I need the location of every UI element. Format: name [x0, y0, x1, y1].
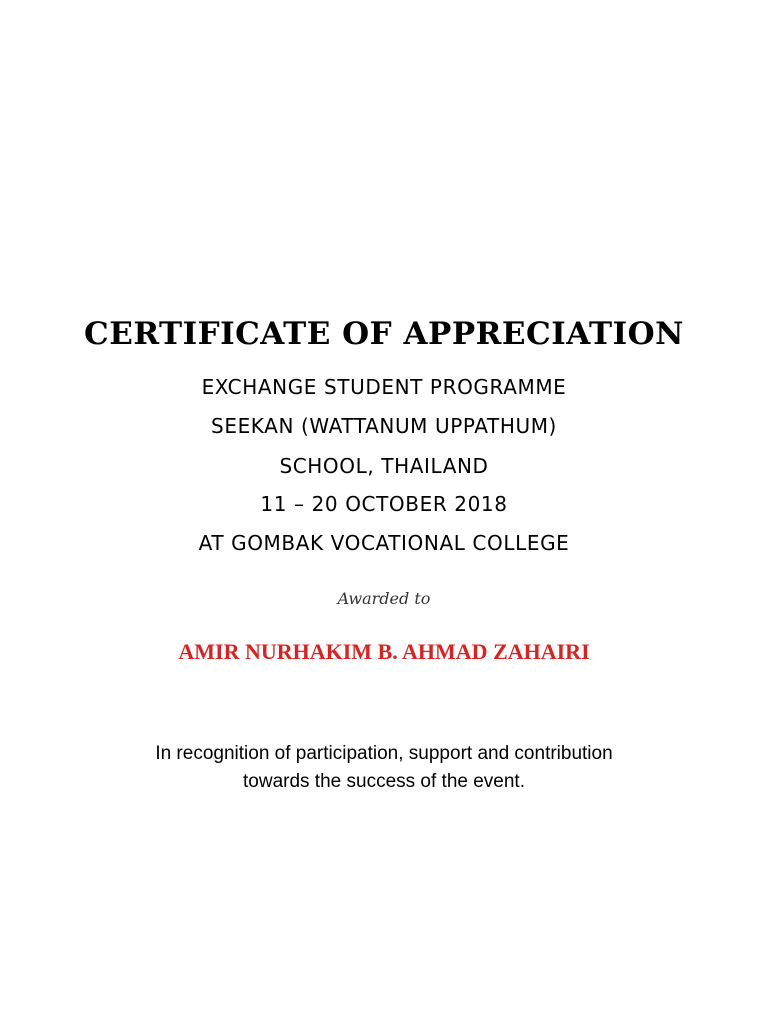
event-line-dates: 11 – 20 OCTOBER 2018	[260, 492, 508, 516]
recipient-name: AMIR NURHAKIM B. AHMAD ZAHAIRI	[178, 639, 590, 664]
event-line-programme: EXCHANGE STUDENT PROGRAMME	[201, 375, 567, 399]
recognition-line-1: In recognition of participation, support and contribution	[155, 743, 613, 764]
event-line-school-name: SEEKAN (WATTANUM UPPATHUM)	[211, 414, 557, 438]
event-line-venue: AT GOMBAK VOCATIONAL COLLEGE	[198, 531, 570, 555]
recognition-line-2: towards the success of the event.	[243, 771, 525, 792]
certificate-title: CERTIFICATE OF APPRECIATION	[84, 316, 684, 352]
awarded-to-label: Awarded to	[337, 589, 431, 608]
event-line-school-location: SCHOOL, THAILAND	[279, 454, 489, 478]
